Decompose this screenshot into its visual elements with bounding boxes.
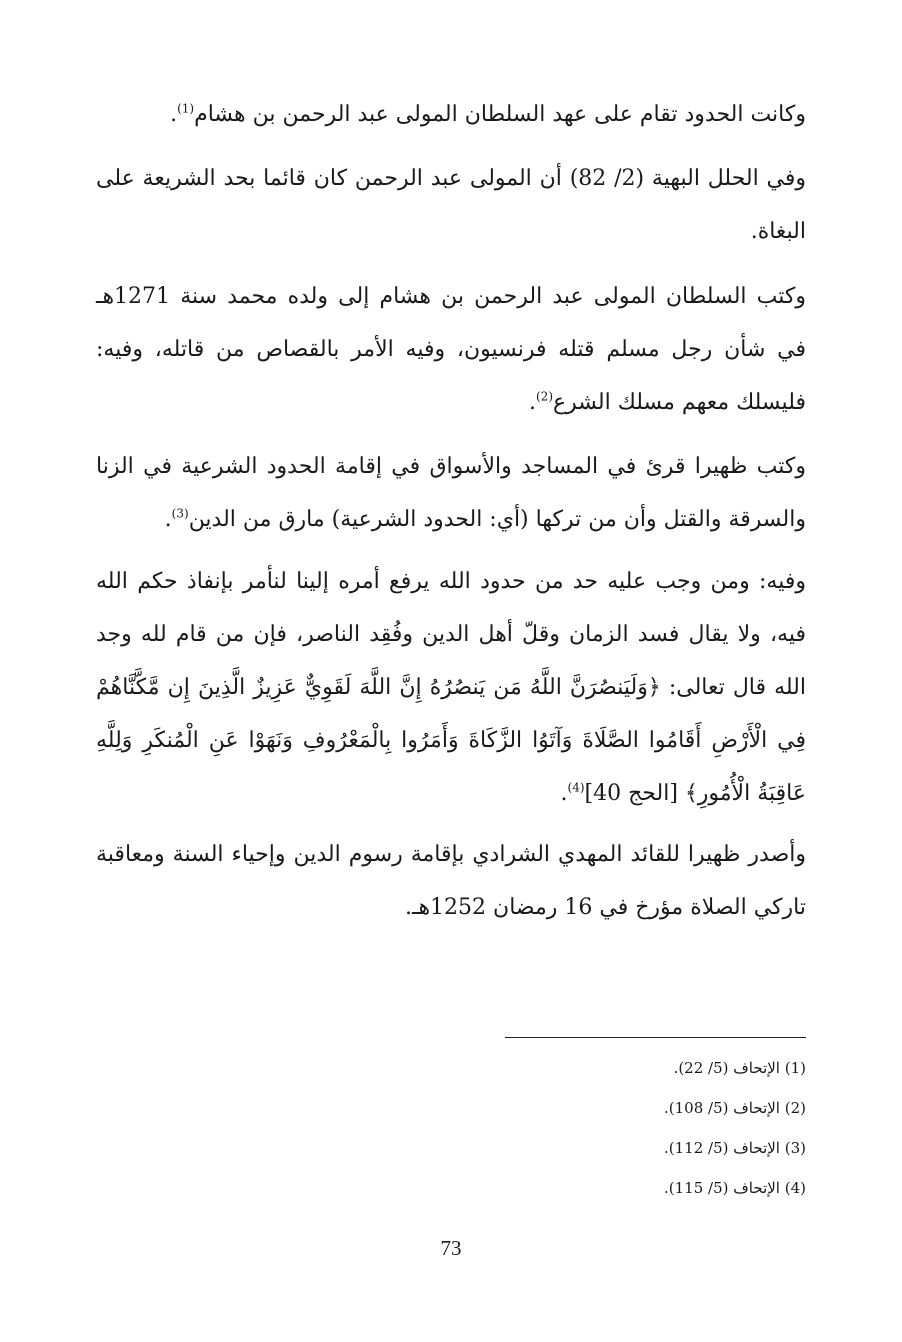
footnote-4: (4) الإتحاف (5/ 115). bbox=[664, 1179, 806, 1197]
paragraph-1 bbox=[96, 88, 806, 141]
paragraph-4 bbox=[96, 440, 806, 546]
footnote-2: (2) الإتحاف (5/ 108). bbox=[664, 1099, 806, 1117]
paragraph-end: . bbox=[528, 390, 536, 415]
paragraph-text: وكتب ظهيرا قرئ في المساجد والأسواق في إقامة الحدود الشرعية في الزنا والسرقة والقتل وأن من تركها (أي: الحدود الشرعية) مارق من الدين bbox=[96, 454, 806, 532]
paragraph-6 bbox=[96, 828, 806, 934]
page-number: 73 bbox=[440, 1236, 462, 1260]
footnote-ref-3: (3) bbox=[171, 506, 189, 521]
footnote-ref-2: (2) bbox=[535, 389, 553, 404]
paragraph-3 bbox=[96, 270, 806, 429]
footnote-ref-4: (4) bbox=[567, 780, 585, 795]
paragraph-end: . bbox=[170, 102, 178, 127]
footnote-1: (1) الإتحاف (5/ 22). bbox=[673, 1059, 806, 1077]
paragraph-text: وفي الحلل البهية (2/ 82) أن المولى عبد الرحمن كان قائما بحد الشريعة على البغاة. bbox=[96, 166, 807, 244]
paragraph-end: . bbox=[164, 507, 172, 532]
footnote-divider bbox=[505, 1037, 806, 1038]
paragraph-text: وكتب السلطان المولى عبد الرحمن بن هشام إلى ولده محمد سنة 1271هـ في شأن رجل مسلم قتله فرنسيون، وفيه الأمر بالقصاص من قاتله، وفيه: فليسلك معهم مسلك الشرع bbox=[96, 284, 806, 415]
footnote-3: (3) الإتحاف (5/ 112). bbox=[664, 1139, 806, 1157]
paragraph-text: وكانت الحدود تقام على عهد السلطان المولى عبد الرحمن بن هشام bbox=[194, 102, 806, 127]
paragraph-end: . bbox=[560, 781, 568, 806]
paragraph-2 bbox=[96, 152, 806, 258]
paragraph-text: وفيه: ومن وجب عليه حد من حدود الله يرفع أمره إلينا لنأمر بإنفاذ حكم الله فيه، ولا يقال فسد الزمان وقلّ أهل الدين وفُقِد الناصر، فإن من قام لله وجد الله قال تعالى: ﴿وَلَيَنصُرَنَّ اللَّهُ مَن يَنصُرُهُ إِنَّ اللَّهَ لَقَوِيٌّ عَزِيزٌ الَّذِينَ إِن مَّكَّنَّاهُمْ فِي الْأَرْضِ أَقَامُوا الصَّلَاةَ وَآتَوُا الزَّكَاةَ وَأَمَرُوا بِالْمَعْرُوفِ وَنَهَوْا عَنِ الْمُنكَرِ وَلِلَّهِ عَاقِبَةُ الْأُمُورِ﴾ [الحج 40] bbox=[96, 569, 806, 806]
footnote-ref-1: (1) bbox=[177, 101, 195, 116]
paragraph-text: وأصدر ظهيرا للقائد المهدي الشرادي بإقامة رسوم الدين وإحياء السنة ومعاقبة تاركي الصلاة مؤرخ في 16 رمضان 1252هـ. bbox=[96, 842, 806, 920]
paragraph-5 bbox=[96, 555, 806, 820]
